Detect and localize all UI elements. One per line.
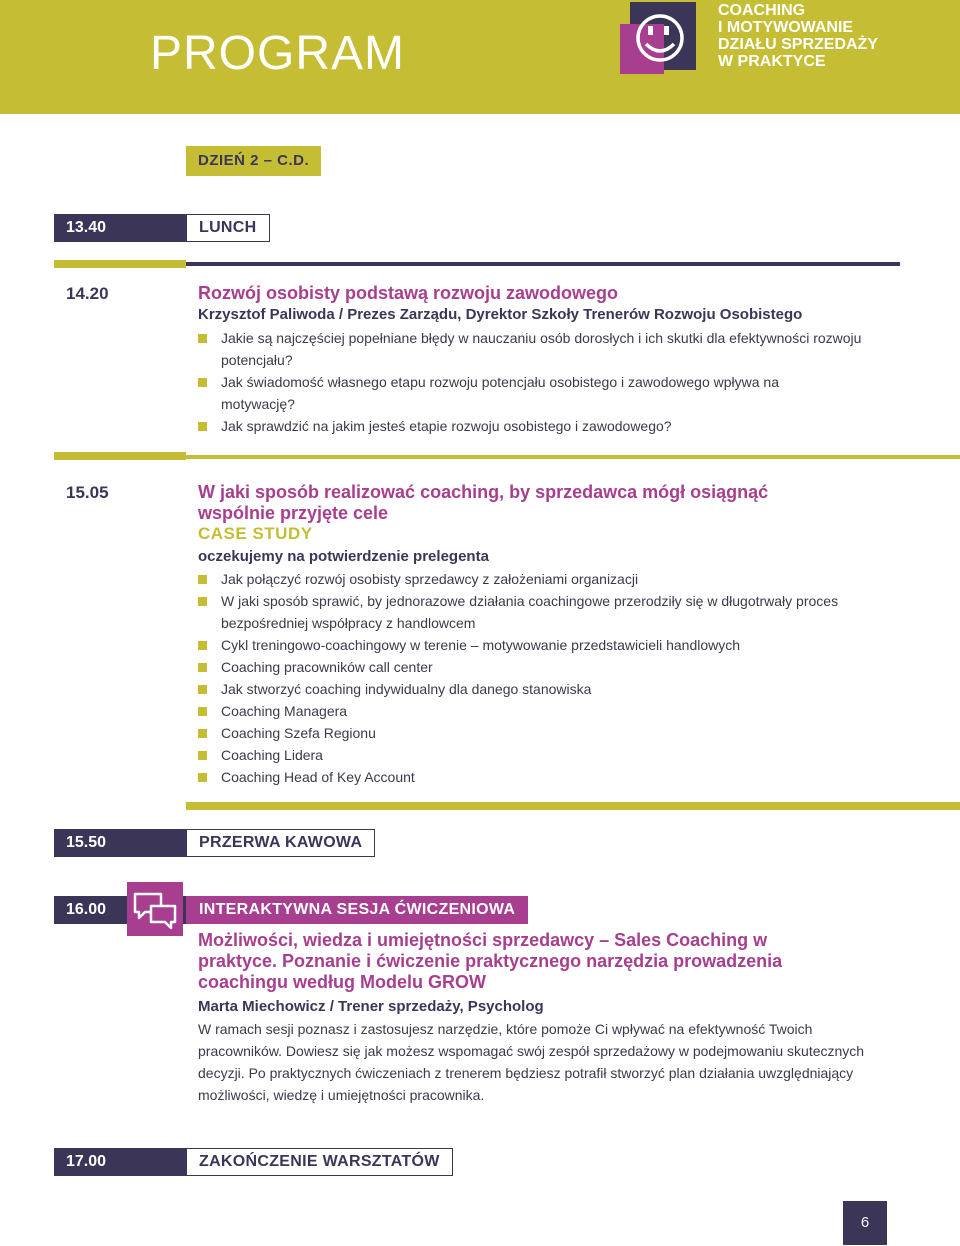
- list-item: Coaching Szefa Regionu: [198, 722, 878, 744]
- session-title: Możliwości, wiedza i umiejętności sprzedawcy – Sales Coaching w praktyce. Poznanie i ćwiczenie praktycznego narzędzia prowadzenia coachingu według Modelu GROW: [198, 930, 783, 992]
- list-item: Jak połączyć rozwój osobisty sprzedawcy z założeniami organizacji: [198, 568, 878, 590]
- session-time: 16.00: [54, 896, 186, 924]
- topic-list: [198, 327, 888, 437]
- brand-line: W PRAKTYCE: [718, 53, 826, 70]
- page-title: PROGRAM: [150, 27, 406, 80]
- list-item: Jak stworzyć coaching indywidualny dla danego stanowiska: [198, 678, 878, 700]
- list-item: Jak świadomość własnego etapu rozwoju potencjału osobistego i zawodowego wpływa na motywację?: [198, 371, 838, 415]
- case-study-label: CASE STUDY: [198, 524, 313, 543]
- session-time: 15.05: [66, 483, 109, 502]
- list-item: Jakie są najczęściej popełniane błędy w nauczaniu osób dorosłych i ich skutki dla efektywności rozwoju potencjału?: [198, 327, 888, 371]
- brand-line: COACHING: [718, 2, 806, 19]
- lunch-label: LUNCH: [186, 214, 270, 242]
- break-label: PRZERWA KAWOWA: [186, 829, 375, 857]
- page-number: 6: [843, 1201, 887, 1245]
- session-description: W ramach sesji poznasz i zastosujesz narzędzie, które pomoże Ci wpływać na efektywność Twoich pracowników. Dowiesz się jak możesz wspomagać swój zespół sprzedażowy w podejmowaniu skutecznych decyzji. Po praktycznych ćwiczeniach z trenerem będziesz potrafił stworzyć plan działania uwzględniający możliwości, wiedzę i umiejętności pracownika.: [198, 1021, 865, 1103]
- lunch-time: 13.40: [54, 214, 186, 242]
- speaker: oczekujemy na potwierdzenie prelegenta: [198, 548, 489, 565]
- brand-name: [718, 2, 878, 70]
- list-item: Jak sprawdzić na jakim jesteś etapie rozwoju osobistego i zawodowego?: [198, 415, 888, 437]
- session-time: 14.20: [66, 284, 109, 303]
- list-item: Coaching pracowników call center: [198, 656, 878, 678]
- list-item: W jaki sposób sprawić, by jednorazowe działania coachingowe przerodziły się w długotrwały proces bezpośredniej współpracy z handlowcem: [198, 590, 878, 634]
- session-title: Rozwój osobisty podstawą rozwoju zawodowego: [198, 283, 619, 303]
- divider: [186, 455, 960, 459]
- topic-list: [198, 568, 878, 788]
- smiley-face-logo: [620, 2, 700, 74]
- header-bar: [0, 0, 960, 114]
- list-item: Coaching Managera: [198, 700, 878, 722]
- list-item: Coaching Lidera: [198, 744, 878, 766]
- speaker: Krzysztof Paliwoda / Prezes Zarządu, Dyrektor Szkoły Trenerów Rozwoju Osobistego: [198, 306, 803, 323]
- end-time: 17.00: [54, 1148, 186, 1176]
- end-label: ZAKOŃCZENIE WARSZTATÓW: [186, 1148, 453, 1176]
- divider: [54, 260, 186, 268]
- list-item: Coaching Head of Key Account: [198, 766, 878, 788]
- brand-line: I MOTYWOWANIE: [718, 19, 854, 36]
- brand-line: DZIAŁU SPRZEDAŻY: [718, 36, 878, 53]
- session-title: W jaki sposób realizować coaching, by sprzedawca mógł osiągnąć wspólnie przyjęte cele: [198, 482, 769, 523]
- break-time: 15.50: [54, 829, 186, 857]
- day-label: DZIEŃ 2 – C.D.: [186, 146, 321, 176]
- session-label: INTERAKTYWNA SESJA ĆWICZENIOWA: [186, 896, 528, 924]
- list-item: Cykl treningowo-coachingowy w terenie – motywowanie przedstawicieli handlowych: [198, 634, 878, 656]
- divider: [54, 452, 186, 460]
- divider: [186, 262, 900, 266]
- speaker: Marta Miechowicz / Trener sprzedaży, Psycholog: [198, 998, 544, 1015]
- divider: [186, 802, 960, 810]
- chat-bubbles-icon: [127, 882, 183, 936]
